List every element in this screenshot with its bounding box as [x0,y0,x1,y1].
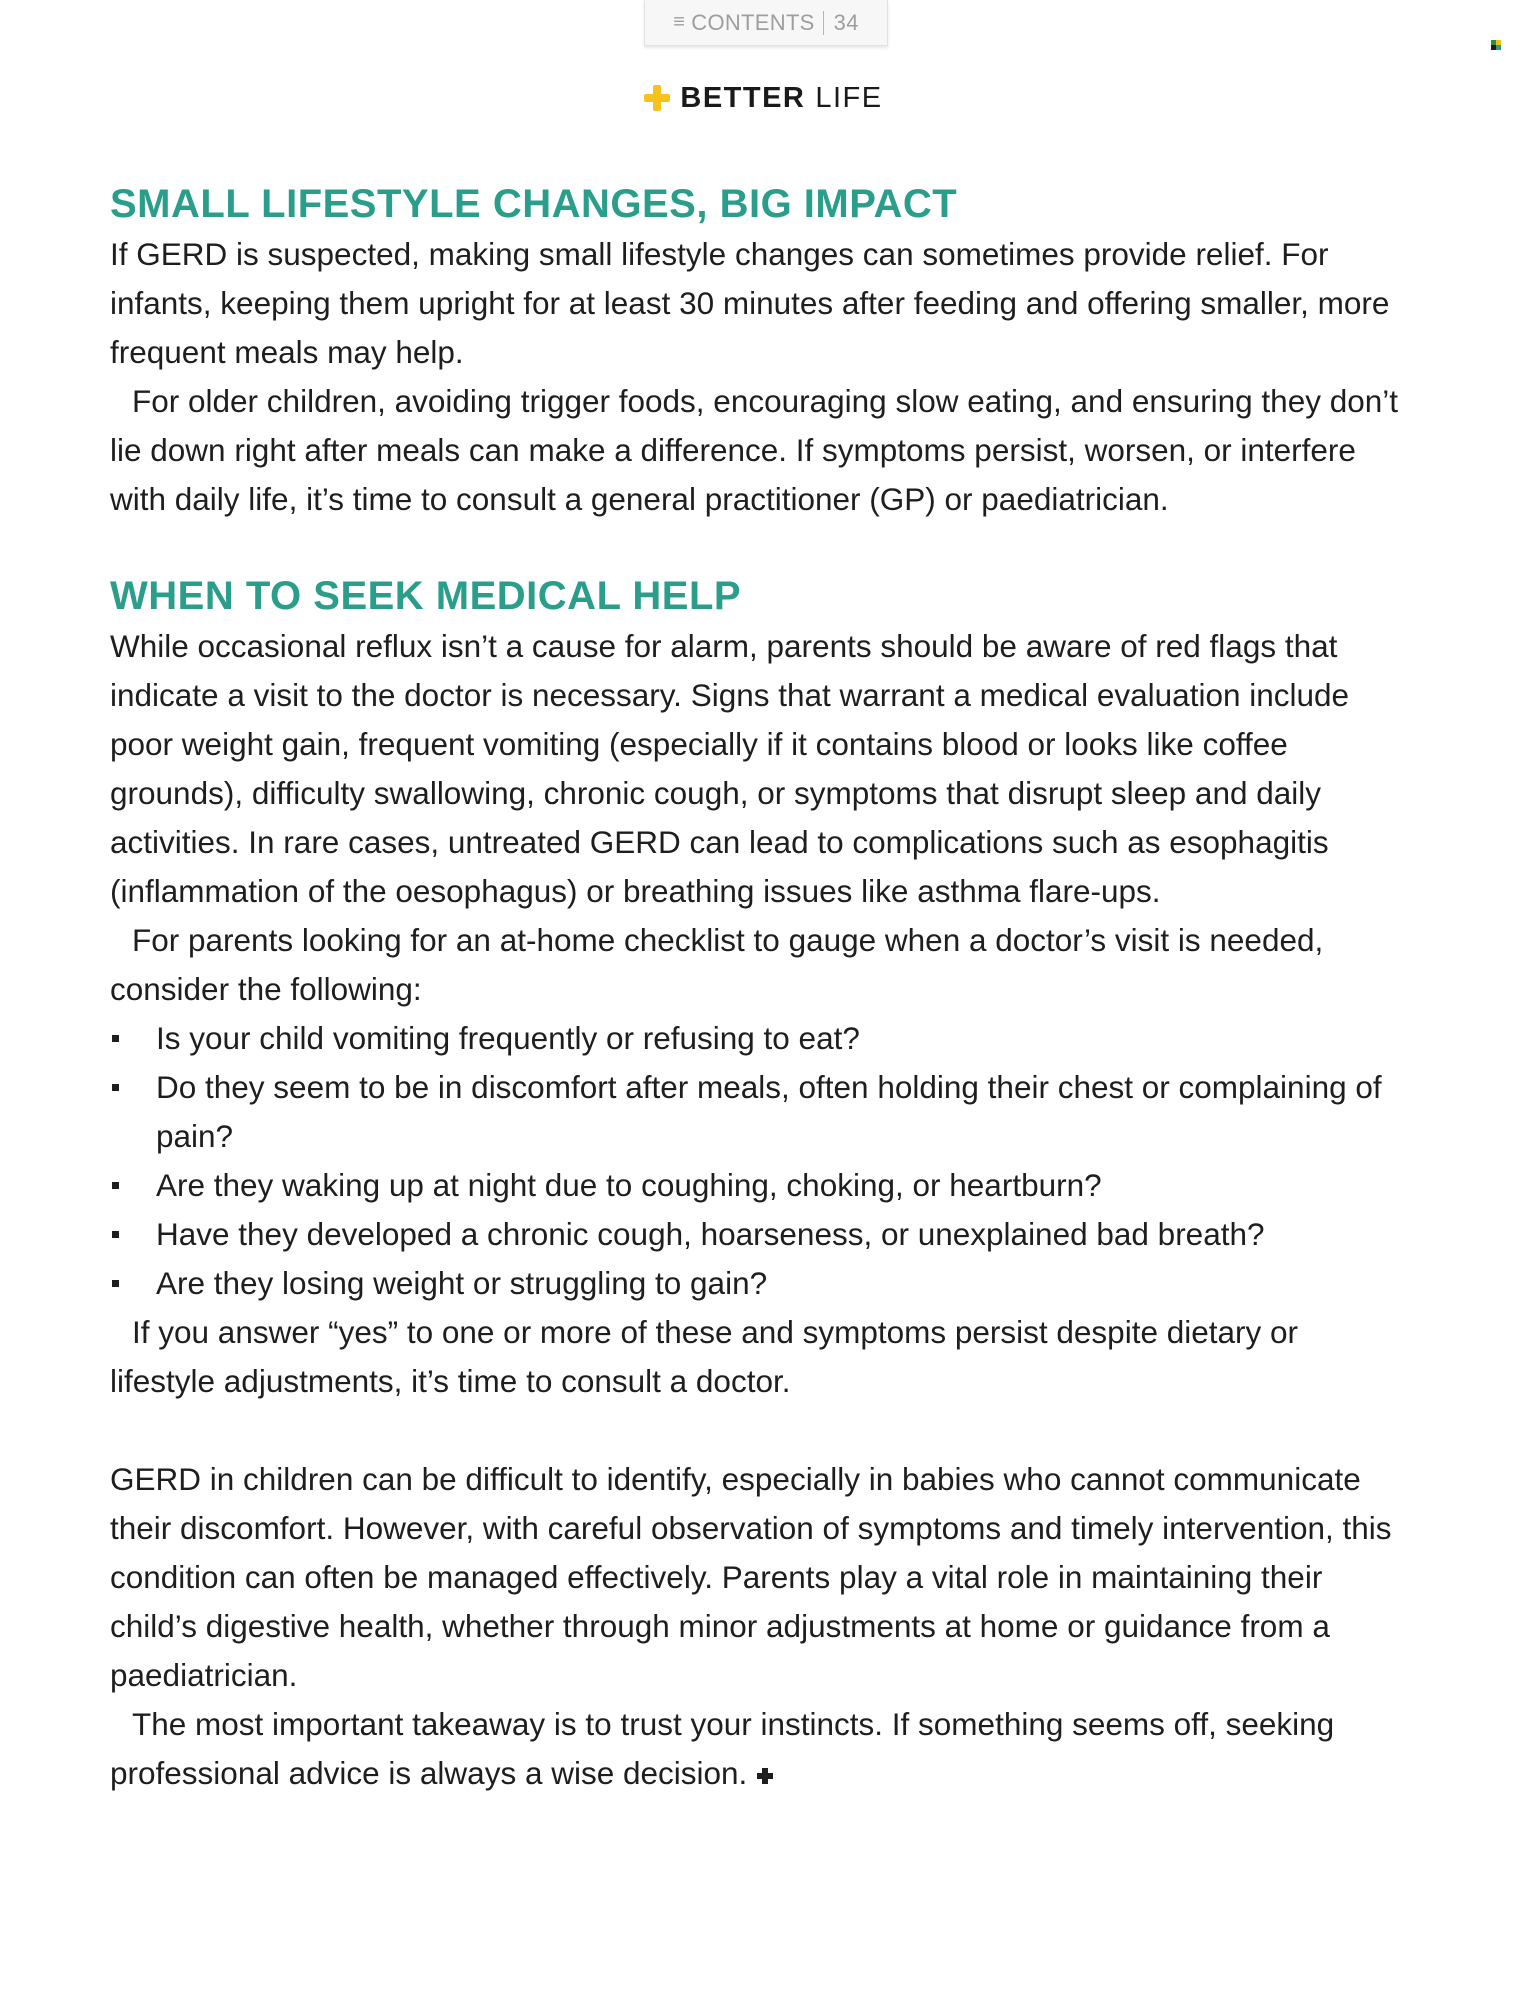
paragraph: While occasional reflux isn’t a cause for alarm, parents should be aware of red flags that indicate a visit to the doctor is necessary. Signs that warrant a medical evaluation include poor weight gain, frequent vomiting (especially if it contains blood or looks like coffee grounds), difficulty swallowing, chronic cough, or symptoms that disrupt sleep and daily activities. In rare cases, untreated GERD can lead to complications such as esophagitis (inflammation of the oesophagus) or breathing issues like asthma flare-ups. [110,628,1350,909]
paragraph: For older children, avoiding trigger foods, encouraging slow eating, and ensuring they don’t lie down right after meals can make a difference. If symptoms persist, worsen, or interfere with daily life, it’s time to consult a general practitioner (GP) or paediatrician. [110,383,1399,517]
checklist-item-text: Are they waking up at night due to coughing, choking, or heartburn? [156,1167,1102,1203]
checklist-item [110,1161,1410,1210]
section-label [0,78,1527,118]
checklist [110,1014,1410,1308]
end-mark-icon [757,1768,773,1784]
contents-label: CONTENTS [691,9,815,35]
corner-marker-icon [1491,40,1501,50]
section-label-light: LIFE [815,81,883,114]
checklist-item-text: Do they seem to be in discomfort after meals, often holding their chest or complaining of pain? [156,1069,1382,1154]
bullet-icon [112,1280,119,1287]
plus-icon [644,85,670,111]
checklist-item [110,1063,1410,1161]
checklist-item [110,1259,1410,1308]
paragraph: If GERD is suspected, making small lifestyle changes can sometimes provide relief. For infants, keeping them upright for at least 30 minutes after feeding and offering smaller, more frequent meals may help. [110,236,1390,370]
contents-button[interactable] [644,0,888,46]
bullet-icon [112,1035,119,1042]
page-number: 34 [833,9,859,35]
bullet-icon [112,1182,119,1189]
section-label-bold: BETTER [680,81,806,114]
article-body [110,178,1410,1798]
checklist-item-text: Is your child vomiting frequently or refusing to eat? [156,1020,860,1056]
bullet-icon [112,1084,119,1091]
checklist-item [110,1014,1410,1063]
section-heading-lifestyle: SMALL LIFESTYLE CHANGES, BIG IMPACT [110,182,958,226]
checklist-item [110,1210,1410,1259]
paragraph-final-text: The most important takeaway is to trust your instincts. If something seems off, seeking professional advice is always a wise decision. [110,1706,1335,1791]
paragraph: GERD in children can be difficult to identify, especially in babies who cannot communicate their discomfort. However, with careful observation of symptoms and timely intervention, this condition can often be managed effectively. Parents play a vital role in maintaining their child’s digestive health, whether through minor adjustments at home or guidance from a paediatrician. [110,1461,1392,1693]
paragraph: If you answer “yes” to one or more of these and symptoms persist despite dietary or lifestyle adjustments, it’s time to consult a doctor. [110,1314,1299,1399]
section-heading-medical-help: WHEN TO SEEK MEDICAL HELP [110,574,742,618]
menu-icon: ≡ [673,11,686,33]
checklist-item-text: Have they developed a chronic cough, hoarseness, or unexplained bad breath? [156,1216,1265,1252]
paragraph-final [110,1700,1410,1798]
paragraph: For parents looking for an at-home checklist to gauge when a doctor’s visit is needed, consider the following: [110,922,1324,1007]
divider [823,11,824,35]
checklist-item-text: Are they losing weight or struggling to gain? [156,1265,768,1301]
bullet-icon [112,1231,119,1238]
